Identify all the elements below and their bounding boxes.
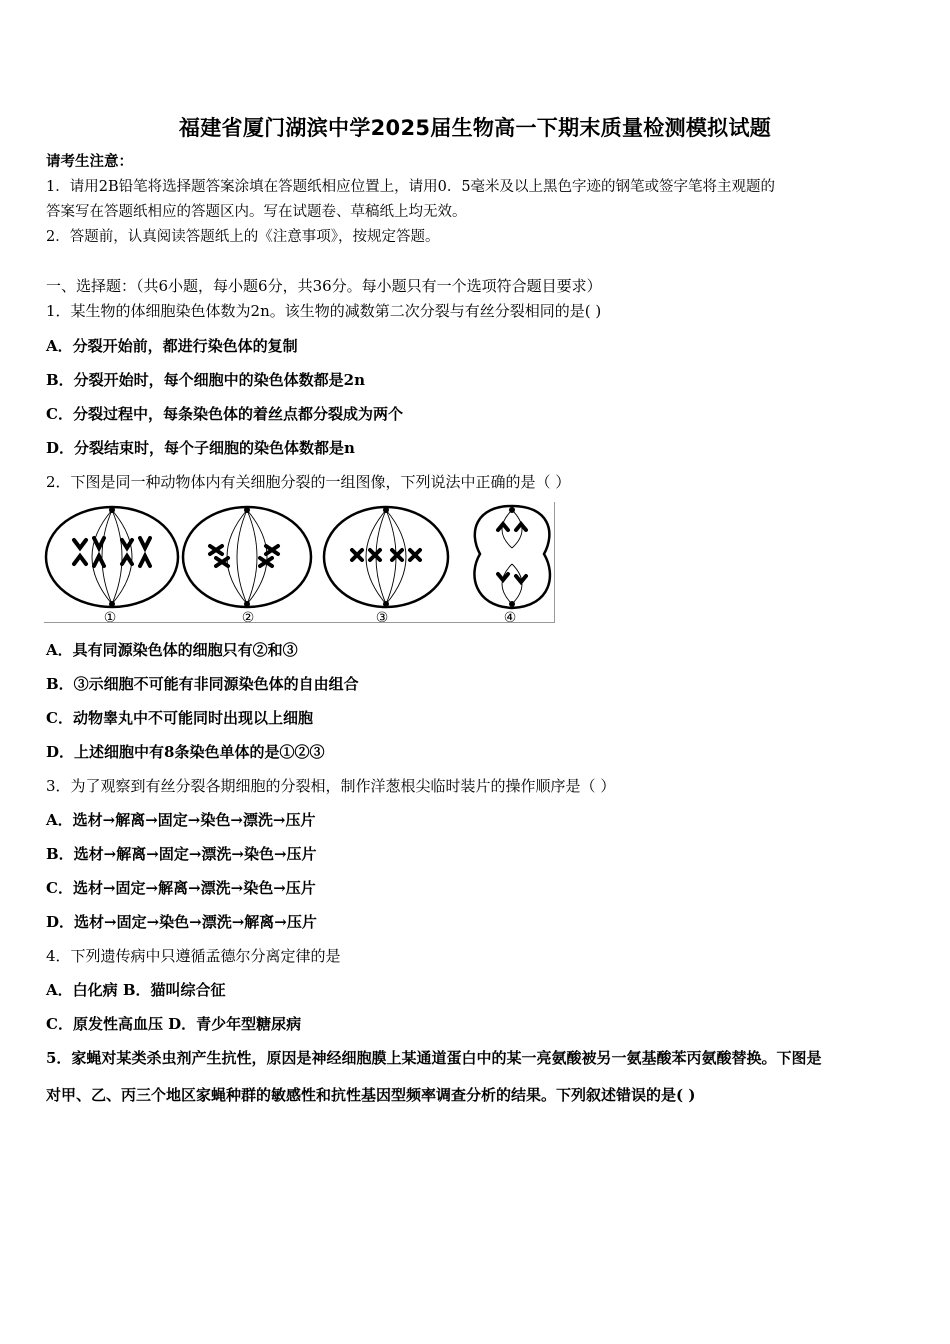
q2-option-a: A．具有同源染色体的细胞只有②和③ <box>46 641 298 659</box>
q3-option-d: D．选材→固定→染色→漂洗→解离→压片 <box>46 913 317 931</box>
notice-item-2: 2．答题前，认真阅读答题纸上的《注意事项》，按规定答题。 <box>46 229 440 245</box>
q5-stem-line-1: 5．家蝇对某类杀虫剂产生抗性，原因是神经细胞膜上某通道蛋白中的某一亮氨酸被另一氨基酸苯丙氨酸替换。下图是 <box>46 1049 822 1067</box>
q3-option-a: A．选材→解离→固定→染色→漂洗→压片 <box>46 811 316 829</box>
q1-stem: 1．某生物的体细胞染色体数为2n。该生物的减数第二次分裂与有丝分裂相同的是( ) <box>46 302 602 320</box>
q1-option-c: C．分裂过程中，每条染色体的着丝点都分裂成为两个 <box>46 405 403 423</box>
q2-option-c: C．动物睾丸中不可能同时出现以上细胞 <box>46 709 313 727</box>
q2-option-b: B．③示细胞不可能有非同源染色体的自由组合 <box>46 675 359 693</box>
notice-heading: 请考生注意： <box>46 153 133 170</box>
q3-option-b: B．选材→解离→固定→漂洗→染色→压片 <box>46 845 317 863</box>
q2-option-d: D．上述细胞中有8条染色单体的是①②③ <box>46 743 325 761</box>
notice-item-1-line-2: 答案写在答题纸相应的答题区内。写在试题卷、草稿纸上均无效。 <box>46 204 467 220</box>
figure-label-2: ② <box>241 610 255 626</box>
q4-options-ab: A．白化病 B．猫叫综合征 <box>46 981 226 999</box>
section-heading: 一、选择题：（共6小题，每小题6分，共36分。每小题只有一个选项符合题目要求） <box>46 277 602 295</box>
q3-stem: 3．为了观察到有丝分裂各期细胞的分裂相，制作洋葱根尖临时装片的操作顺序是（ ） <box>46 777 616 795</box>
q2-stem: 2．下图是同一种动物体内有关细胞分裂的一组图像，下列说法中正确的是（ ） <box>46 473 571 491</box>
q1-option-d: D．分裂结束时，每个子细胞的染色体数都是n <box>46 439 355 457</box>
q1-option-b: B．分裂开始时，每个细胞中的染色体数都是2n <box>46 371 366 389</box>
notice-item-1-line-1: 1．请用2B铅笔将选择题答案涂填在答题纸相应位置上，请用0．5毫米及以上黑色字迹的钢笔或签字笔将主观题的 <box>46 179 776 195</box>
q4-options-cd: C．原发性高血压 D．青少年型糖尿病 <box>46 1015 302 1033</box>
q1-option-a: A．分裂开始前，都进行染色体的复制 <box>46 337 298 355</box>
cell-division-figure <box>44 502 556 626</box>
page-title: 福建省厦门湖滨中学2025届生物高一下期末质量检测模拟试题 <box>178 116 772 140</box>
q5-stem-line-2: 对甲、乙、丙三个地区家蝇种群的敏感性和抗性基因型频率调查分析的结果。下列叙述错误的是( ) <box>46 1086 696 1104</box>
figure-label-1: ① <box>103 610 117 626</box>
q3-option-c: C．选材→固定→解离→漂洗→染色→压片 <box>46 879 316 897</box>
figure-label-3: ③ <box>375 610 389 626</box>
figure-label-4: ④ <box>503 610 517 626</box>
q4-stem: 4．下列遗传病中只遵循孟德尔分离定律的是 <box>46 947 341 965</box>
